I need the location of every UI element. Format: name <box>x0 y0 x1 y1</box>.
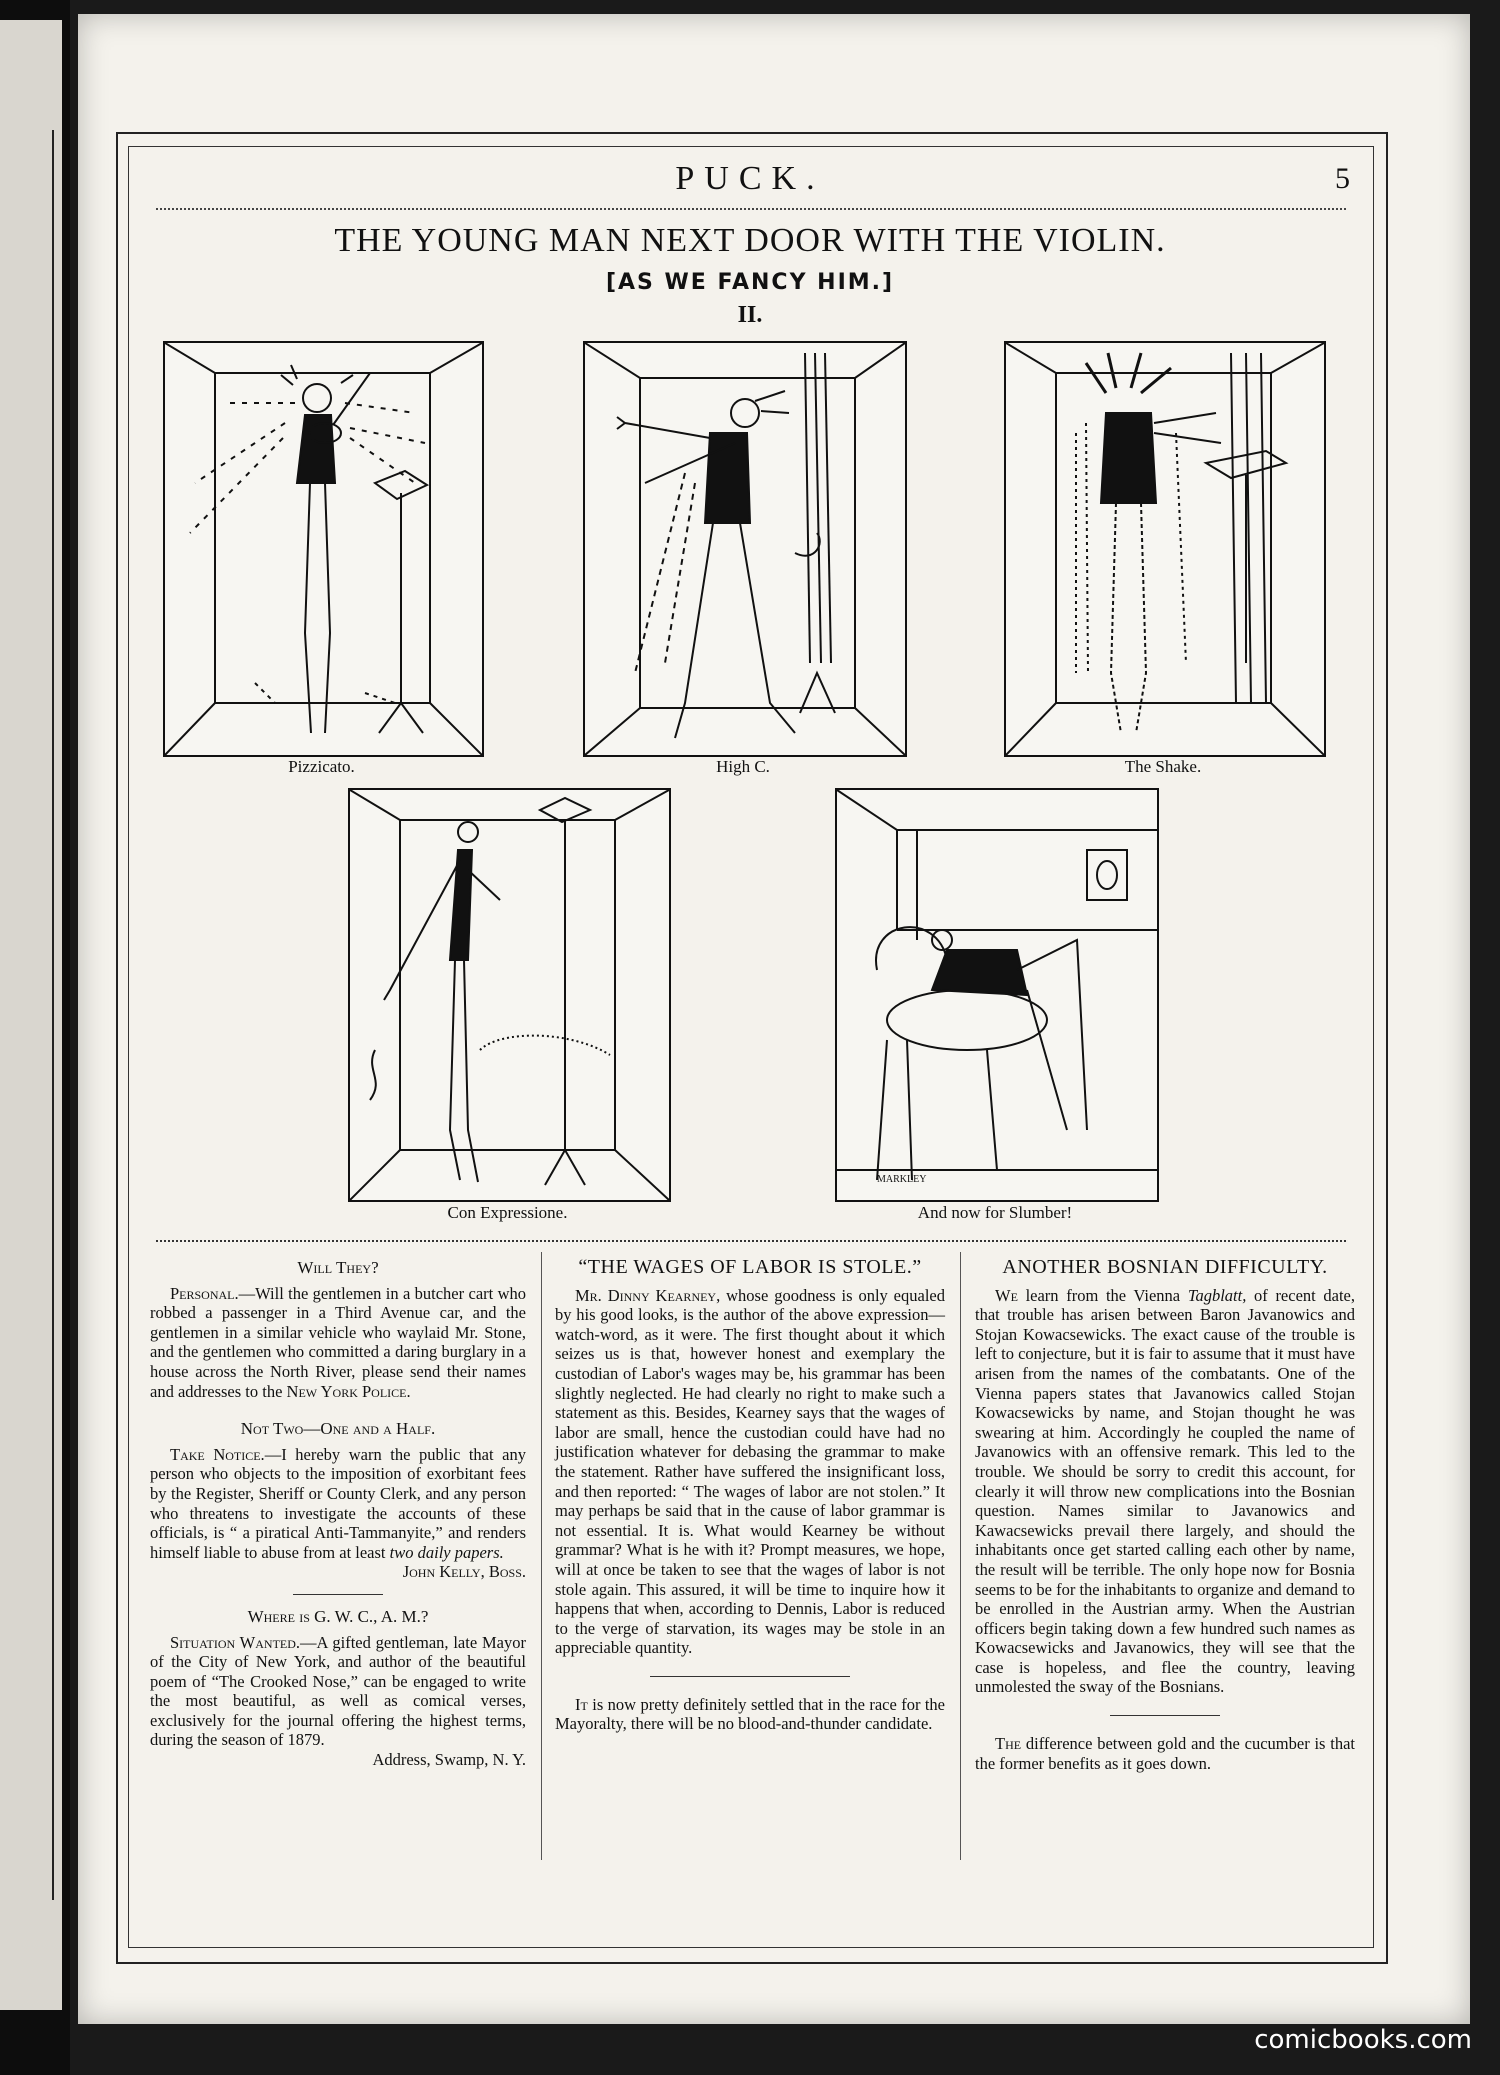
wages-of-labor-text: whose goodness is only equaled by his good looks, is the author of the above expression—watch-word, as it were. The first thought about it which seizes us is that, however honest and exemplary the custodian of Labor's wages may be, his grammar has been slightly neglected. He had clearly no right to make such a statement as this. Besides, Kearney says that the wages of labor are small, hence the custodian could have had no justification whatever for debasing the grammar to make the statement. Rather have suffered the insignificant loss, and then reported: “ The wages of labor are not stolen.” It may perhaps be said that in the cause of labor grammar is not essential. It is. What would Kearney be without grammar? What is he with it? Prompt measures, we hope, will at once be taken to see that the wages of labor is not stole again. This assured, it will be time to inquire how it happens that when, according to Dennis, Labor is reduced to the verge of starvation, its wages may be stole in an appreciable quantity. <box>555 1285 945 1658</box>
mayoralty-lead: It <box>575 1694 588 1714</box>
cartoon-panel-pizzicato <box>163 341 484 757</box>
cartoon-subhead: [AS WE FANCY HIM.] <box>605 270 895 295</box>
cartoon-panel-high-c <box>583 341 907 757</box>
will-they-text: —Will the gentlemen in a butcher cart who robbed a passenger in a Third Avenue car, and the gentlemen in a similar vehicle who waylaid Mr. Stone, and the gentlemen who committed a daring burglary in a house across the North River, please send their names and addresses to the <box>150 1283 526 1401</box>
pizzicato-illustration <box>165 343 482 755</box>
caption-pizzicato: Pizzicato. <box>288 757 355 776</box>
column-rule-right <box>960 1252 961 1860</box>
will-they-title: Will They? <box>297 1258 379 1277</box>
bosnian-difficulty-body <box>975 1286 1355 1697</box>
situation-wanted-text: —A gifted gentleman, late Mayor of the City of New York, and author of the beautiful poem of “The Crooked Nose,” can be engaged to write the most beautiful, as well as comical verses, exclusively for the journal offering the highest terms, during the season of 1879. <box>150 1632 526 1750</box>
left-column <box>150 1258 526 1770</box>
not-two-title: Not Two—One and a Half. <box>240 1419 436 1439</box>
will-they-body <box>150 1284 526 1402</box>
right-column <box>975 1258 1355 1773</box>
caption-high-c: High C. <box>716 757 770 776</box>
situation-wanted-lead: Situation Wanted. <box>170 1632 301 1652</box>
john-kelly-signature: John Kelly, Boss. <box>402 1562 526 1582</box>
page-border-rule <box>52 130 54 1900</box>
slumber-illustration <box>837 790 1157 1200</box>
where-is-title: Where is G. W. C., A. M.? <box>247 1606 429 1626</box>
mayoralty-note <box>555 1695 945 1734</box>
cartoon-headline: THE YOUNG MAN NEXT DOOR WITH THE VIOLIN. <box>334 222 1166 259</box>
cartoon-panel-and-now-for-slumber <box>835 788 1159 1202</box>
cartoon-panel-the-shake <box>1004 341 1326 757</box>
bosnian-difficulty-title: ANOTHER BOSNIAN DIFFICULTY. <box>1002 1256 1328 1278</box>
the-shake-illustration <box>1006 343 1324 755</box>
wages-of-labor-body <box>555 1286 945 1658</box>
personal-lead: Personal. <box>170 1283 239 1303</box>
column-rule-left <box>541 1252 542 1860</box>
page-number: 5 <box>1335 162 1350 195</box>
swamp-address: Address, Swamp, N. Y. <box>372 1750 526 1770</box>
bosnian-text-a: learn from the Vienna <box>1025 1285 1181 1305</box>
masthead <box>140 160 1360 200</box>
new-york-police: New York Police. <box>286 1381 411 1401</box>
site-watermark: comicbooks.com <box>1254 2025 1472 2055</box>
middle-column <box>555 1258 945 1734</box>
cartoon-part-number: II. <box>737 302 763 328</box>
caption-con-expressione: Con Expressione. <box>447 1203 568 1222</box>
con-expressione-illustration <box>350 790 669 1200</box>
bosnian-lead: We <box>995 1285 1018 1305</box>
gold-cucumber-note <box>975 1734 1355 1773</box>
cartoon-panel-con-expressione <box>348 788 671 1202</box>
gold-cucumber-text: difference between gold and the cucumber is that the former benefits as it goes down. <box>975 1734 1356 1773</box>
take-notice-body <box>150 1445 526 1563</box>
divider <box>650 1676 850 1677</box>
svg-text:MARKLEY: MARKLEY <box>877 1174 927 1185</box>
previous-page-edge <box>0 20 62 2010</box>
masthead-rule <box>156 208 1346 210</box>
mayoralty-text: is now pretty definitely settled that in the race for the Mayoralty, there will be no blood-and-thunder candidate. <box>555 1694 946 1734</box>
gold-cucumber-lead: The <box>995 1734 1022 1754</box>
situation-wanted-body <box>150 1633 526 1751</box>
caption-the-shake: The Shake. <box>1124 757 1202 776</box>
dinny-kearney-lead: Mr. Dinny Kearney, <box>575 1285 721 1305</box>
section-divider <box>156 1240 1346 1242</box>
take-notice-text: —I hereby warn the public that any person who objects to the imposition of exorbitant fees by the Register, Sheriff or County Clerk, and any person who threatens to investigate the accounts of these officials, is “ a piratical Anti-Tammanyite,” and renders himself liable to abuse from at least <box>150 1444 526 1562</box>
wages-of-labor-title: “THE WAGES OF LABOR IS STOLE.” <box>578 1256 922 1278</box>
take-notice-lead: Take Notice. <box>170 1444 265 1464</box>
high-c-illustration <box>585 343 905 755</box>
tagblatt: Tagblatt, <box>1187 1285 1247 1305</box>
two-daily-papers: two daily papers. <box>389 1542 504 1562</box>
caption-and-now-for-slumber: And now for Slumber! <box>917 1203 1073 1222</box>
divider <box>293 1594 383 1595</box>
bosnian-text-b: of recent date, that trouble has arisen between Baron Javanowics and Stojan Kowacsewicks. The exact cause of the trouble is left to conjecture, but it is fair to assume that it must have arisen from the names of the combatants. One of the Vienna papers states that Javanowics called Stojan Kowacsewicks by name, and Stojan thought he was swearing at him. Accordingly he coupled the name of Javanowics with an offensive remark. This led to the trouble. We should be sorry to credit this account, for clearly it will throw new complications into the Bosnian question. Names similar to Javanowics and Kawacsewicks prevail there largely, and should the inhabitants once get started calling each other by name, the result will be terrible. The only hope now for Bosnia seems to be for the inhabitants to organize and demand to be enrolled in the Austrian army. When the Austrian officers begin taking down a few hundred such names as Kowacsewicks and Javanowics, they will see that the case is hopeless, and flee the country, leaving unmolested the sway of the Bosnians. <box>975 1285 1356 1697</box>
magazine-title: PUCK. <box>675 160 825 197</box>
divider <box>1110 1715 1220 1716</box>
